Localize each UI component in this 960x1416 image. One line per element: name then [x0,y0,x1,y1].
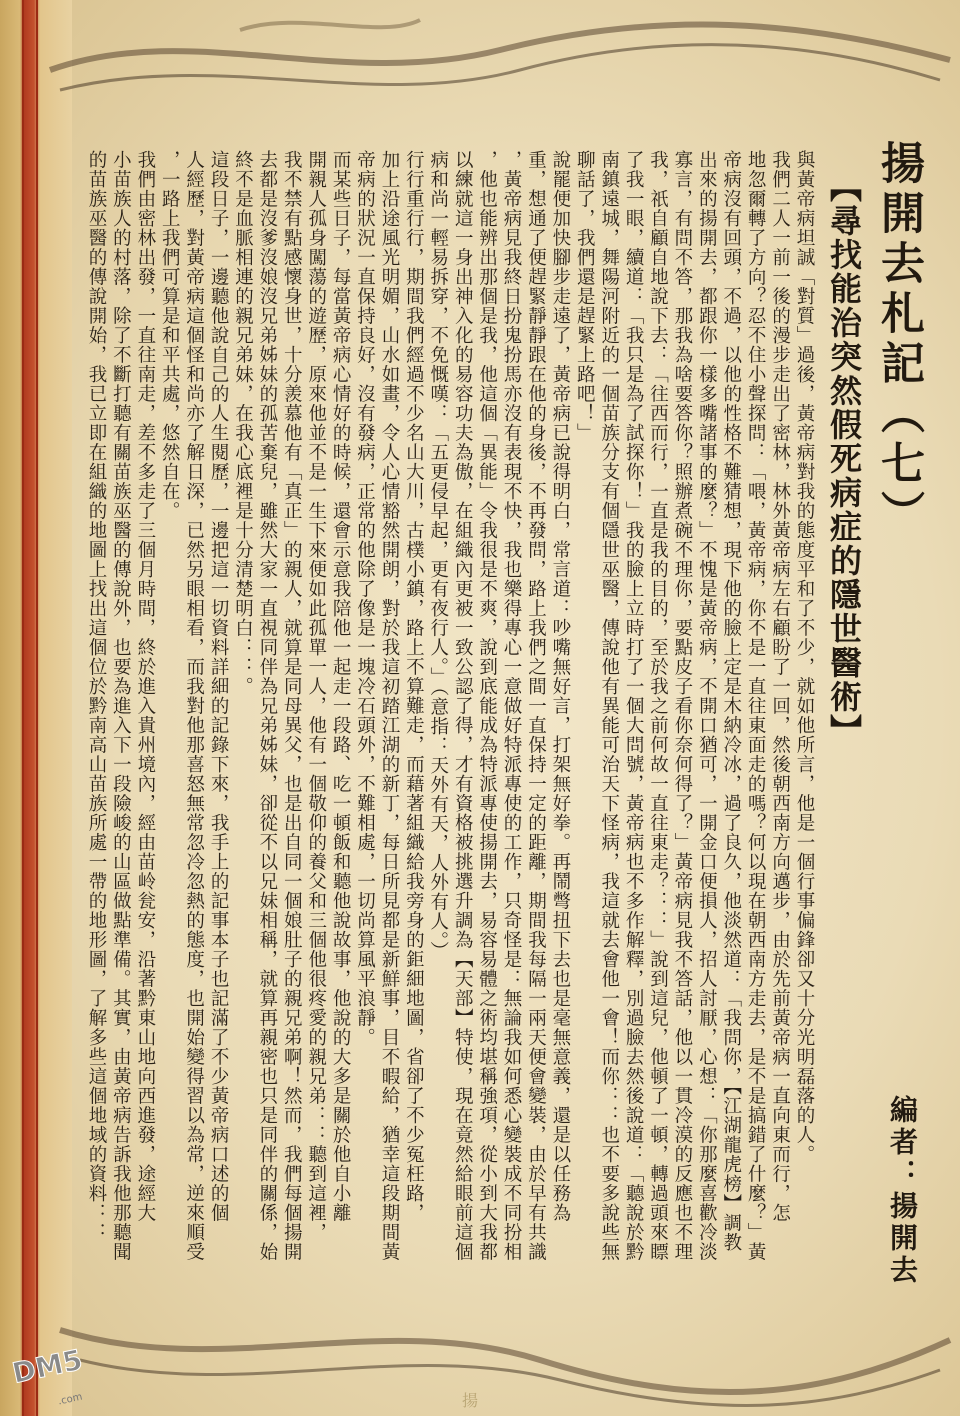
border-rule [22,0,24,1416]
page-mark: 揚 [462,1391,479,1410]
author-credit: 編者：揚開去 [886,1095,919,1287]
text-column: 聊話了，我們還是趕緊上路吧！」 [574,150,596,443]
text-column: ，他也能辨出那個是我，他這個「異能」令我很是不爽，說到底能成為特派專使揚開去，易容易體之術均堪稱強項，從小到大我都 [476,150,498,1262]
text-column: 出來的揚開去，都跟你一樣多嘴諸事的麼？」不愧是黃帝病，不開口猶可，一開金口便損人，招人討厭，心想：「你那麼喜歡冷淡 [696,150,718,1262]
left-border-frame [0,0,72,1416]
border-rule [36,0,38,1416]
text-column: 帝病的狀況一直保持良好，沒有發病，正常的他除了像是一塊冷石頭外，不難相處，一切尚算風平浪靜。 [354,150,376,1047]
text-column: 而某些日子，每當黃帝病心情好的時候，還會示意我陪他一起走一段路、吃一頓飯和聽他說故事，他說的大多是關於他自小離 [330,150,352,1223]
watermark-suffix: .com [57,1391,84,1408]
text-column: ，一路上我們可算是和平共處，悠然自在。 [159,150,181,521]
text-column: 人經歷，對黃帝病這個怪和尚亦了解日深，已然另眼相看，而我對他那喜怒無常忽冷忽熱的態度，也開始變得習以為常，逆來順受 [183,150,205,1262]
text-column: ，黃帝病見我終日扮鬼扮馬亦沒有表現不快，我也樂得專心一意做好特派專使的工作，只奇怪是：無論我如何悉心變裝成不同扮相 [501,150,523,1262]
text-column: 這段日子，一邊聽他說自己的人生閱歷，一邊把這一切資料詳細的記錄下來，我手上的記事本子也記滿了不少黃帝病口述的個 [208,150,230,1223]
text-column: 寡言，有問不答，那我為啥要答你？照辦煮碗不理你，要點皮子看你奈何得了？」黃帝病見我不答話，他以一貫冷漠的反應也不理 [671,150,693,1262]
text-column: 重，想通了便趕緊靜靜跟在他的身後，不再發問，路上我們之間一直保持一定的距離，期間我每隔一兩天便會變裝，由於早有共識 [525,150,547,1262]
page-subtitle: 【尋找能治突然假死病症的隱世醫術】 [825,170,863,748]
text-column: 的苗族巫醫的傳說開始，我已立即在組織的地圖上找出這個位於黔南高山苗族所處一帶的地形圖，了解多些這個地域的資料：： [86,150,107,1242]
text-column: 我們由密林出發，一直往南走，差不多走了三個月時間，終於進入貴州境內，經由苗岭瓮安，沿著黔東山地向西進發，途經大 [134,150,156,1223]
text-column: 了我一眼，續道：「我只是為了試探你！」我的臉上立時打了一個大問號，黃帝病也不多作解釋，別過臉去然後說道：「聽說於黔 [623,150,645,1262]
text-column: 地忽爾轉了方向？忍不住小聲探問：「喂，黃帝病，你不是一直往東面走的嗎？何以現在朝西南方走去，是不是搞錯了什麼？」黃 [745,150,767,1262]
text-column: 終不是血脈相連的親兄弟妹，在我心底裡是十分清楚明白：：。 [232,150,254,696]
text-column: 與黃帝病坦誠「對質」過後，黃帝病對我的態度平和了不少，就如他所言，他是一個行事偏鋒卻又十分光明磊落的人。 [794,150,815,1164]
text-column: 小苗族人的村落，除了不斷打聽有關苗族巫醫的傳說外，也要為進入下一段險峻的山區做點準備。其實，由黃帝病告訴我他那聽聞 [110,150,132,1262]
text-column: 帝病沒有回頭，不過，以他的性格不難猜想，現下他的臉上定是木納冷冰，過了良久，他淡然道：「我問你，【江湖龍虎榜】調教 [720,150,742,1253]
text-column: 去都是沒爹沒娘沒兄弟姊妹的孤苦棄兒，雖然大家一直視同伴為兄弟姊妹，卻從不以兄妹相稱，就算再親密也只是同伴的關係，始 [256,150,278,1262]
text-column: 開親人孤身闖蕩的遊歷，原來他並不是一生下來便如此孤單一人，他有一個敬仰的養父和三個他很疼愛的親兄弟：：聽到這裡， [305,150,327,1242]
text-column: 南鎮遠城，舞陽河附近的一個苗族分支有個隱世巫醫，傳說他有異能可治天下怪病，我這就去會他一會！而你：：也不要多說些無 [598,150,620,1262]
text-column: 病和尚一輕易拆穿，不免慨嘆：「五更侵早起，更有夜行人。」（意指：天外有天，人外有人。） [427,150,449,961]
watermark-logo: DM5 [9,1343,86,1390]
text-column: 說罷便加快腳步走遠了，黃帝病已說得明白，常言道：吵嘴無好言，打架無好拳。再鬧彆扭下去也是毫無意義，還是以任務為 [549,150,571,1223]
page-title: 揚開去札記（七） [873,140,924,540]
text-column: 我，祇自顧自地說下去：「往西而行，一直是我的目的，至於我之前何故一直往東走？：：」說到這兒，他頓了一頓，轉過頭來瞟 [647,150,669,1262]
scroll-top-decoration [40,0,960,120]
text-column: 我不禁有點感懷身世，十分羨慕他有「真正」的親人，就算是同母異父，也是出自同一個娘肚子的親兄弟啊！然而，我們每個揚開 [281,150,303,1262]
text-column: 行行重行行，期間我們經過不少名山大川，古樸小鎮，路上不算難走，而藉著組織給我旁身的鉅細地圖，省卻了不少冤枉路， [403,150,425,1223]
text-column: 我們二人一前一後的漫步走出了密林，林外黃帝病左右顧盼了一回，然後朝西南方向邁步，由於先前黃帝病一直向東而行，怎 [769,150,791,1223]
text-column: 以練就這一身出神入化的易容功夫為傲，在組織內更被一致公認了得，才有資格被挑選升調為【天部】特使，現在竟然給眼前這個 [452,150,474,1262]
text-column: 加上沿途風光明媚，山水如畫，令人心情豁然開朗，對於我這初踏江湖的新丁，每日所見都是新鮮事，目不暇給，猶幸這段期間黃 [378,150,400,1262]
